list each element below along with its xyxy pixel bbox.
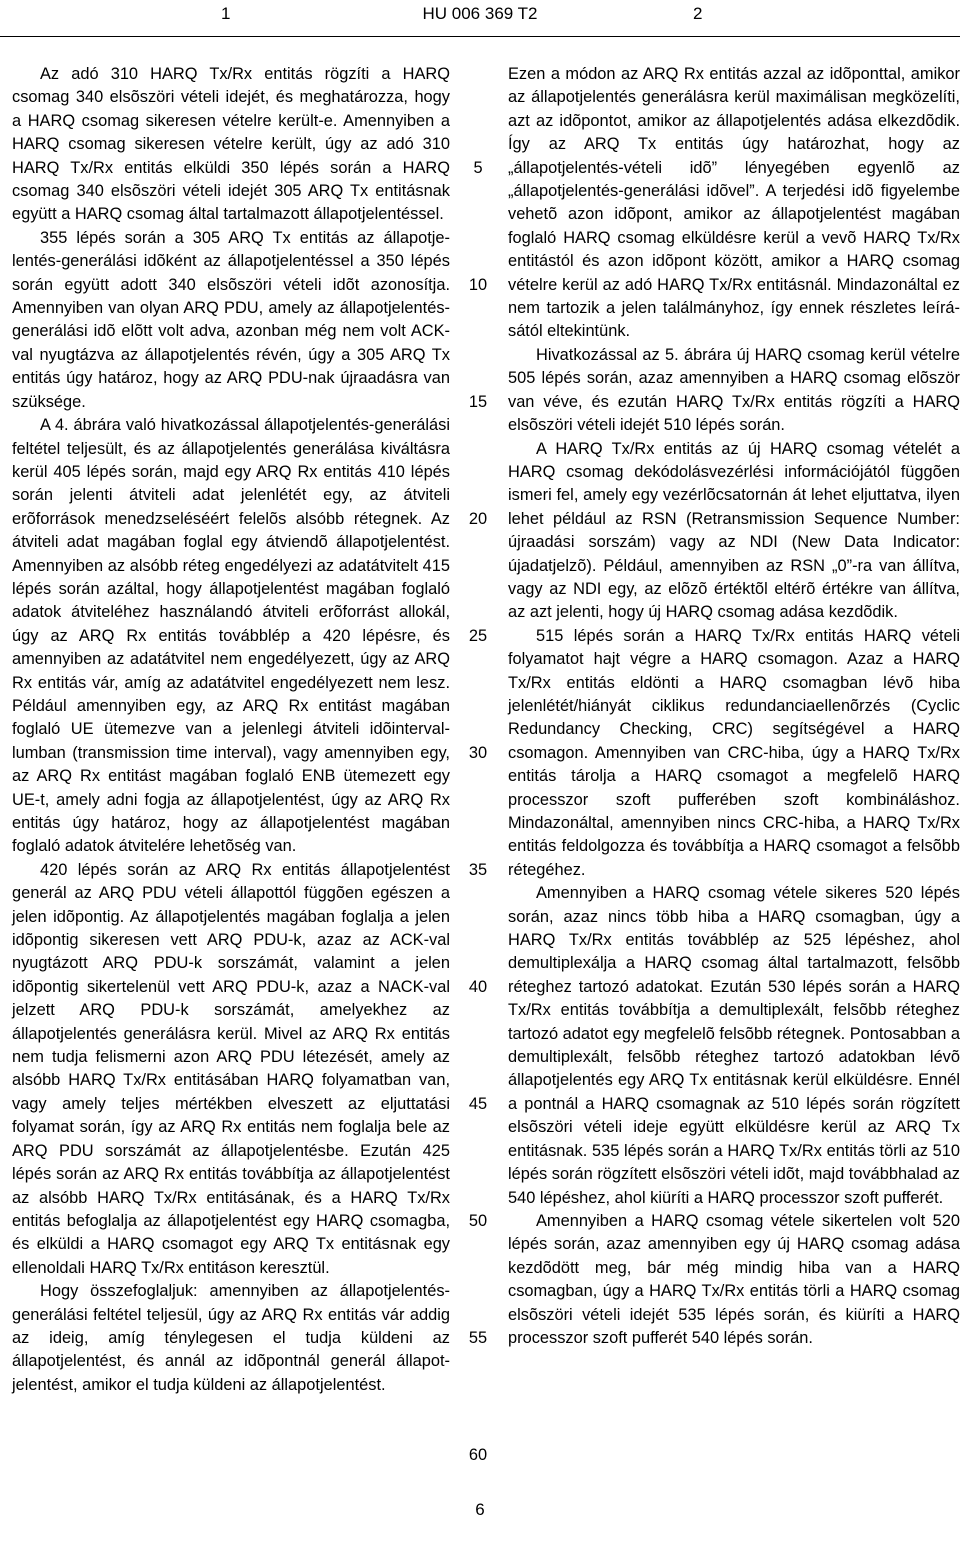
right-paragraph-1: Ezen a módon az ARQ Rx entitás azzal az idõponttal, amikor az állapotjelentés generálásra kerül maximálisan megközelíti, azt az idõpontot, amikor az állapotjelentés adása elkezdõdik. Így az ARQ Tx entitás úgy határozhat, hogy az „állapotjelentés-vételi idõ” lényegében egyenlõ az „állapotjelentés-generálási idõvel”. A terjedési idõ figyelembe vehetõ azon idõpont, amikor az állapotjelentést magában foglaló HARQ csomag elküldésre kerül a vevõ HARQ Tx/Rx entitástól és azon idõpont között, amikor a HARQ csomag vételre kerül az adó HARQ Tx/Rx entitásnál. Mindazonáltal ez nem tartozik a jelen találmányhoz, így ennek részletes leírásától eltekintünk. — [508, 65, 960, 341]
right-paragraph-2: Hivatkozással az 5. ábrára új HARQ csomag kerül vételre 505 lépés során, azaz amennyiben a HARQ csomag elõször van véve, és ezután HARQ Tx/Rx entitás rögzíti a HARQ elsõszöri vételi idejét 510 lépés során. — [508, 345, 960, 435]
left-paragraph-5: Hogy összefoglaljuk: amennyiben az állapotjelentés-generálási feltétel teljesül, úgy az ARQ Rx entitás vár addig az ideig, amíg ténylegesen el tudja küldeni az állapotjelentést, és annál az idõpontnál generál állapotjelentést, amikor el tudja küldeni az állapotjelentést. — [12, 1282, 450, 1394]
line-number: 20 — [468, 509, 488, 528]
line-number: 40 — [468, 977, 488, 996]
header-divider — [0, 36, 960, 37]
right-paragraph-5: Amennyiben a HARQ csomag vétele sikeres 520 lépés során, azaz nincs több hiba a HARQ csomagban, úgy a HARQ Tx/Rx entitás továbblép az 525 lépéshez, ahol demultiplexálja a HARQ csomag által tartalmazott, felsõbb réteghez tartozó adatokat. Ezután 530 lépés során a HARQ Tx/Rx entitás továbbítja a demultiplexált, felsõbb réteghez tartozó adatot egy megfelelõ felsõbb rétegnek. Pontosabban a demultiplexált, felsõbb réteghez tartozó adatokban lévõ állapotjelentés egy ARQ Tx entitásnak kerül elküldésre. Ennél a pontnál a HARQ csomagnak az 510 lépés során rögzített elsõszöri vételi ideje együtt elküldésre kerül az ARQ Tx entitásnak. 535 lépés során a HARQ Tx/Rx entitás törli az 510 lépés során rögzített elsõszöri vételi idõt, majd továbbhalad az 540 lépéshez, ahol kiüríti a HARQ processzor szoft pufferét. — [508, 884, 960, 1207]
left-paragraph-1: Az adó 310 HARQ Tx/Rx entitás rögzíti a HARQ csomag 340 elsõszöri vételi idejét, és meghatározza, hogy a HARQ csomag sikeresen vételre került-e. Amennyiben a HARQ csomag sikeresen vételre került, úgy az adó 310 HARQ Tx/Rx entitás elküldi 350 lépés során a HARQ csomag 340 elsõszöri vételi idejét 305 ARQ Tx entitásnak együtt a HARQ csomag által tartalmazott állapotjelentéssel. — [12, 65, 450, 224]
line-number: 10 — [468, 275, 488, 294]
left-page-number: 1 — [221, 4, 231, 23]
line-number: 5 — [473, 158, 483, 177]
line-number: 25 — [468, 626, 488, 645]
left-paragraph-4: 420 lépés során az ARQ Rx entitás állapotjelentést generál az ARQ PDU vételi állapottól függõen egészen a jelen idõpontig. Az állapotjelentés magában foglalja a jelen idõpontig sikeresen vett ARQ PDU-k, azaz az ACK-val nyugtázott ARQ PDU-k sorszámát, valamint a jelen idõpontig sikertelenül vett ARQ PDU-k, azaz a NACK-val jelzett ARQ PDU-k sorszámát, amelyekhez az állapotjelentés generálásra kerül. Mivel az ARQ Rx entitás nem tudja felismerni azon ARQ PDU létezését, amely az alsóbb HARQ Tx/Rx entitásában HARQ folyamatban van, vagy amely teljes mértékben elveszett az eljuttatási folyamat során, így az ARQ Rx entitás nem foglalja bele az ARQ PDU sorszámát az állapotjelentésbe. Ezután 425 lépés során az ARQ Rx entitás továbbítja az állapotjelentést az alsóbb HARQ Tx/Rx entitásának, és a HARQ Tx/Rx entitás befoglalja az állapotjelentést egy HARQ csomagba, és elküldi a HARQ csomagot egy ARQ Tx entitásnak egy ellenoldali HARQ Tx/Rx entitáson keresztül. — [12, 860, 450, 1277]
right-text-column — [508, 63, 960, 1350]
line-number: 55 — [468, 1328, 488, 1347]
line-number: 50 — [468, 1211, 488, 1230]
line-number: 15 — [468, 392, 488, 411]
footer-page-number: 6 — [475, 1500, 485, 1519]
right-paragraph-6: Amennyiben a HARQ csomag vétele sikertelen volt 520 lépés során, azaz amennyiben egy új HARQ csomag adása kezdõdött meg, bár még mindig hiba van a HARQ csomagban, úgy a HARQ Tx/Rx entitás törli a HARQ csomag elsõszöri vételi idejét 535 lépés során, és kiüríti a HARQ processzor szoft pufferét 540 lépés során. — [508, 1211, 960, 1347]
left-paragraph-2: 355 lépés során a 305 ARQ Tx entitás az állapotjelentés-generálási idõként az állapotjelentéssel a 350 lépés során együtt adott 340 elsõszöri vételi idõt azonosítja. Amennyiben van olyan ARQ PDU, amely az állapotjelentés-generálási idõ elõtt volt adva, azonban még nem volt ACK-val nyugtázva az állapotjelentés révén, úgy a 305 ARQ Tx entitás úgy határoz, hogy az ARQ PDU-nak újraadásra van szüksége. — [12, 228, 450, 411]
line-number: 60 — [468, 1445, 488, 1464]
document-id: HU 006 369 T2 — [422, 4, 538, 23]
right-page-number: 2 — [693, 4, 703, 23]
right-paragraph-4: 515 lépés során a HARQ Tx/Rx entitás HARQ vételi folyamatot hajt végre a HARQ csomagon. Azaz a HARQ Tx/Rx entitás eldönti a HARQ csomagban lévõ hiba jelenlétét/hiányát ciklikus redundanciaellenõrzés (Cyclic Redundancy Checking, CRC) segítségével a HARQ csomagon. Amennyiben van CRC-hiba, úgy a HARQ Tx/Rx entitás tárolja a HARQ csomagot a megfelelõ HARQ processzor szoft pufferében szoft kombináláshoz. Mindazonáltal, amennyiben nincs CRC-hiba, a HARQ Tx/Rx entitás feldolgozza és továbbítja a HARQ csomagot a felsõbb rétegéhez. — [508, 626, 960, 879]
line-number: 45 — [468, 1094, 488, 1113]
right-paragraph-3: A HARQ Tx/Rx entitás az új HARQ csomag vételét a HARQ csomag dekódolásvezérlési információjától függõen ismeri fel, amely egy vezérlõcsatornán át lehet eljuttatva, ilyen lehet például az RSN (Retransmission Sequence Number: újraadási sorszám) vagy az NDI (New Data Indicator: újadatjelzõ). Például, amennyiben az RSN „0”-ra van állítva, vagy az NDI egy, az elõzõ értéktõl eltérõ értékre van állítva, az azt jelenti, hogy új HARQ csomag adása kezdõdik. — [508, 439, 960, 622]
line-number: 35 — [468, 860, 488, 879]
left-paragraph-3: A 4. ábrára való hivatkozással állapotjelentés-generálási feltétel teljesült, és az állapotjelentés generálása kiváltásra kerül 405 lépés során, majd egy ARQ Rx entitás 410 lépés során jelenti átviteli adat jelenlétét egy, az átviteli erõforrások menedzseléséért felelõs alsóbb rétegnek. Az átviteli adat magában foglal egy átviendõ állapotjelentést. Amennyiben az alsóbb réteg engedélyezi az adatátvitelt 415 lépés során azáltal, hogy állapotjelentést magában foglaló adatok átviteléhez használandó átviteli erõforrást allokál, úgy az ARQ Rx entitás továbblép a 420 lépésre, és amennyiben az adatátvitel nem engedélyezett, úgy az ARQ Rx entitás vár, amíg az adatátvitel engedélyezett nem lesz. Például amennyiben egy, az ARQ Rx entitást magában foglaló UE ütemezve van a jelenlegi átviteli idõintervallumban (transmission time interval), vagy amennyiben egy, az ARQ Rx entitást magában foglaló ENB ütemezett egy UE-t, amely adni fogja az állapotjelentést, úgy az ARQ Rx entitás úgy határoz, hogy az állapotjelentést magában foglaló adatok átvitelére lehetõség van. — [12, 416, 450, 856]
left-text-column — [12, 63, 450, 1397]
line-number: 30 — [468, 743, 488, 762]
